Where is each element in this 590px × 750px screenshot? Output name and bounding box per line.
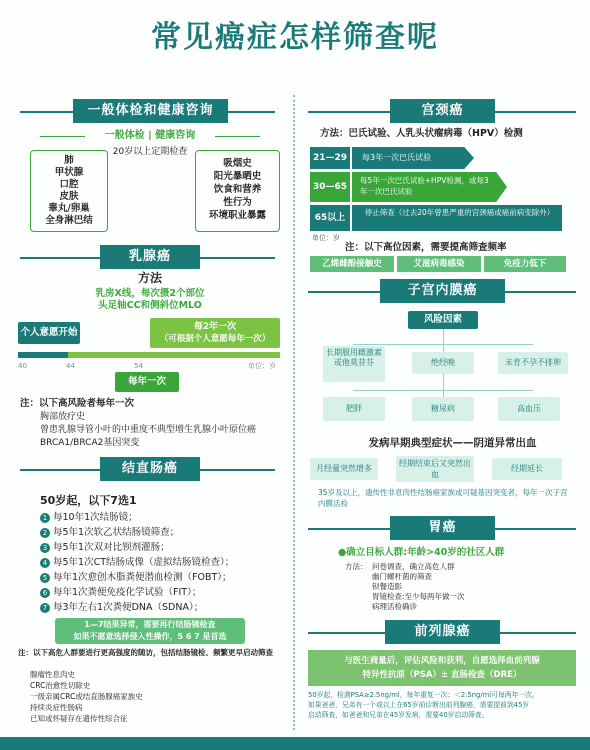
general-note: 20岁以上定期检查 (112, 147, 188, 157)
consult-item: 吸烟史 (223, 158, 252, 169)
colorectal-header: 结直肠癌 (100, 457, 200, 481)
page-title: 常见癌症怎样筛查呢 (151, 20, 439, 55)
option-text: 每年1次愈创木脂粪便潜血检测（FOBT）； (53, 572, 232, 583)
option-text: 每5年1次软乙状结肠镜筛查； (53, 527, 180, 538)
risk-item: 未育不孕不排卵 (498, 352, 568, 374)
cervical-text: 每5年一次巴氏试验+HPV检测，或每3年一次巴氏试验 (360, 176, 489, 196)
option-number: 1 (40, 513, 50, 523)
endometrial-header: 子宫内膜癌 (380, 279, 505, 303)
breast-header: 乳腺癌 (100, 245, 200, 269)
colorectal-followup-line2: 如果不愿意选择侵入性操作，5 6 7 是首选 (73, 632, 227, 641)
general-subheader: 一般体检 | 健康咨询 (104, 130, 196, 141)
breast-note-line: 曾患乳腺导管小叶的中重度不典型增生乳腺小叶原位癌 (40, 425, 257, 435)
general-subheader-right-line (215, 136, 260, 137)
cervical-factor: 免疫力低下 (503, 259, 547, 269)
general-header: 一般体检和健康咨询 (73, 99, 228, 123)
gastric-header: 胃癌 (390, 516, 495, 540)
prostate-note-line: 50岁起，检测PSA≥2.5ng/ml，每年重复一次；＜2.5ng/ml可每两年一次。 (308, 691, 539, 699)
cervical-factor: 艾滋病毒感染 (413, 259, 465, 269)
option-text: 每5年1次双对比钡剂灌肠； (53, 542, 170, 553)
gastric-method: 钡餐造影 (372, 582, 402, 591)
option-number: 7 (40, 603, 50, 613)
axis-tick-label: 54 (134, 362, 143, 370)
colorectal-note-line: 一级亲属CRC或结直肠腺癌家族史 (30, 692, 143, 701)
consult-item: 环境职业暴露 (208, 210, 266, 221)
option-number: 5 (40, 573, 50, 583)
cervical-age: 21—29 (312, 153, 348, 163)
gastric-method-label: 方法： (345, 562, 368, 571)
endometrial-symptom-title: 发病早期典型症状——阴道异常出血 (368, 437, 537, 449)
option-number: 2 (40, 528, 50, 538)
option-number: 6 (40, 588, 50, 598)
colorectal-option (40, 527, 179, 539)
risk-item: 肥胖 (323, 397, 385, 421)
body-check-item: 口腔 (59, 179, 79, 190)
colorectal-note-line: 腺瘤性息肉史 (30, 670, 75, 679)
risk-item: 绝经晚 (412, 352, 474, 374)
breast-note-line: 胸部放疗史 (40, 412, 86, 422)
gastric-method: 病理活检确诊 (372, 602, 417, 611)
consult-item: 性行为 (223, 197, 252, 208)
option-text: 每5年1次CT结肠成像（虚拟结肠镜检查）； (53, 557, 235, 568)
consult-item: 饮食和营养 (213, 184, 262, 195)
bottom-bar (0, 737, 590, 750)
gastric-target: ●确立目标人群:年龄>40岁的社区人群 (338, 547, 505, 558)
personal-start-label: 个人意愿开始 (20, 327, 78, 338)
axis-segment-teal (18, 352, 68, 358)
column-divider (293, 95, 295, 730)
breast-note-line: BRCA1/BRCA2基因突变 (40, 438, 140, 448)
colorectal-note-line: CRC治愈性切除史 (30, 681, 91, 690)
prostate-box-line2: 特异性抗原（PSA）± 直肠检查（DRE） (362, 670, 522, 680)
breast-method-label: 方法 (137, 271, 162, 285)
colorectal-note-line: 持续炎症性肠病 (30, 703, 83, 712)
colorectal-option (40, 587, 201, 599)
symptom-item: 经期结束后又突然出血 (396, 456, 474, 482)
risk-connector (353, 390, 533, 391)
yearly-label: 每年一次 (127, 376, 166, 387)
colorectal-option (40, 557, 234, 569)
option-text: 每10年1次结肠镜； (53, 512, 138, 523)
prostate-header: 前列腺癌 (385, 620, 500, 644)
colorectal-option (40, 512, 138, 524)
cervical-note: 注：以下高位因素，需要提高筛查频率 (345, 242, 507, 253)
body-check-item: 睾丸/卵巢 (48, 203, 90, 214)
every2-line1: 每2年一次 (193, 322, 237, 332)
consult-item: 阳光暴晒史 (213, 171, 262, 182)
option-text: 每年1次粪便免疫化学试验（FIT）； (53, 587, 202, 598)
colorectal-note-title: 注：以下高危人群要进行更高强度的随访，包括结肠镜检、频繁更早启动筛查 (18, 648, 273, 657)
colorectal-option (40, 572, 232, 584)
every2-line2: （可根据个人意愿每年一次） (159, 334, 271, 344)
axis-tick-label: 40 (18, 362, 27, 370)
option-number: 3 (40, 543, 50, 553)
breast-note-title: 注：以下高风险者每年一次 (20, 398, 135, 409)
gastric-method: 胃镜检查:至少每两年做一次 (372, 592, 465, 601)
axis-segment-green (68, 352, 280, 358)
colorectal-option (40, 542, 170, 554)
risk-item: 糖尿病 (412, 397, 474, 421)
gastric-method: 幽门螺杆菌的筛查 (372, 572, 432, 581)
colorectal-option (40, 602, 203, 614)
cervical-unit: 单位：岁 (312, 234, 340, 242)
gastric-method: 问卷调查，确立高危人群 (372, 562, 455, 571)
risk-label: 风险因素 (423, 314, 462, 325)
breast-method-line2: 头足轴CC和侧斜位MLO (98, 300, 202, 311)
axis-unit: 单位：岁 (248, 362, 276, 370)
general-subheader-left-line (40, 136, 85, 137)
colorectal-note-line: 已知或怀疑存在遗传性综合征 (30, 714, 128, 723)
prostate-note-line: 如果爸爸、兄弟有一个或以上在65岁前诊断出前列腺癌，需要提前到45岁 (308, 701, 530, 709)
body-check-item: 全身淋巴结 (45, 215, 93, 226)
cervical-text: 每3年一次巴氏试验 (362, 153, 432, 162)
cervical-header: 宫颈癌 (390, 99, 495, 123)
cervical-method: 方法：巴氏试验、人乳头状瘤病毒（HPV）检测 (320, 128, 523, 139)
colorectal-intro: 50岁起，以下7选1 (40, 494, 137, 507)
risk-item: 高血压 (498, 397, 560, 421)
prostate-note-line: 启动筛查，如爸爸和兄弟在45岁发病，需要40岁启动筛查。 (308, 711, 489, 719)
body-check-item: 甲状腺 (54, 167, 84, 178)
body-check-item: 皮肤 (59, 191, 79, 202)
cervical-factor: 乙烯雌酚接触史 (322, 259, 382, 269)
colorectal-followup-line1: 1—7结果异常，需要再行结肠镜检查 (84, 620, 216, 629)
risk-item: 长期服用雌激素或他莫昔芬 (323, 346, 385, 382)
symptom-item: 月经量突然增多 (310, 458, 378, 480)
cervical-age: 65以上 (314, 213, 346, 223)
cervical-age: 30—65 (312, 182, 348, 192)
cervical-text: 停止筛查（过去20年曾患严重的宫颈癌或癌前病变除外） (364, 208, 555, 217)
endometrial-note: 35岁及以上，遗传性非息肉性结肠癌家族或可疑基因突变者，每年一次子宫内膜活检 (318, 488, 568, 508)
prostate-box-line1: 与医生商量后，评估风险和获利，自愿选择血前列腺 (344, 656, 540, 666)
breast-method-line1: 乳房X线，每次摄2个部位 (95, 288, 205, 299)
risk-connector (443, 329, 444, 344)
body-check-item: 肺 (64, 155, 74, 166)
option-text: 每3年左右1次粪便DNA（SDNA）； (53, 602, 204, 613)
symptom-item: 经期延长 (492, 458, 562, 480)
axis-tick-label: 44 (66, 362, 75, 370)
option-number: 4 (40, 558, 50, 568)
